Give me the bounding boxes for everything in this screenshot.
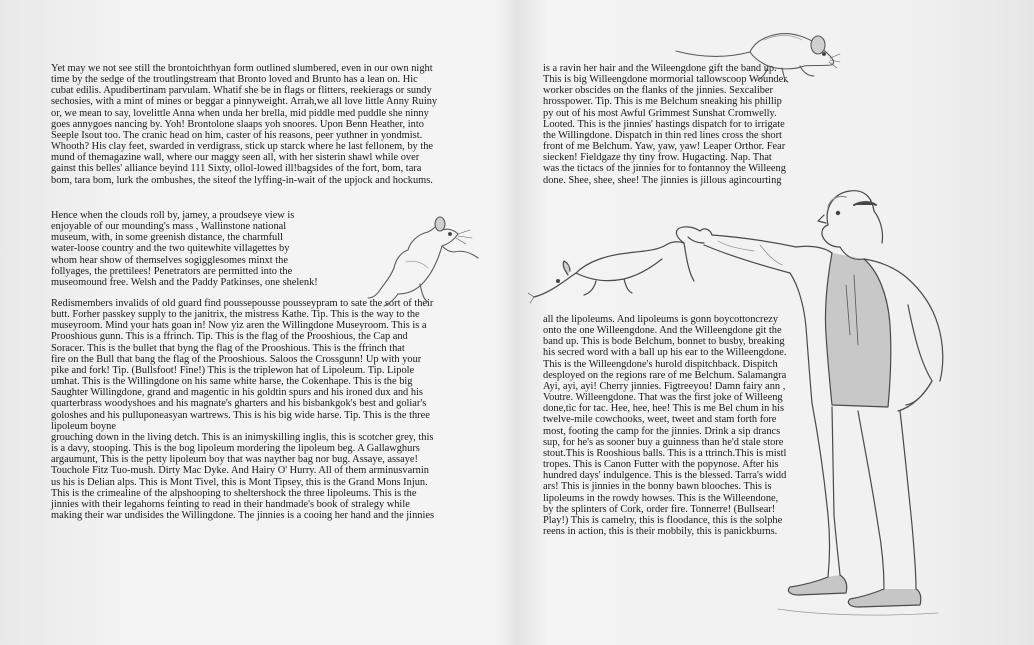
text-line: Seeple Isout too. The cranic head on him, caster of his reasons, peer yuthner in yondmist. [51,129,423,141]
text-line: Touchole Fitz Tuo-mush. Dirty Mac Dyke. And Hairy O' Hurry. All of them arminusvarnin [51,465,429,477]
text-line: jinnies with their legahorns feinting to read in their handmade's book of stralegy while [51,498,410,510]
text-line: Voutre. Willeengdone. That was the first joke of Willeeng [543,392,783,404]
text-line: the Willingdone. Dispatch in thin red lines cross the short [543,129,782,141]
text-line: Whooth? His clay feet, swarded in verdigrass, stick up starck where he last fellonem, by the [51,141,434,153]
rat-drawing [358,212,483,312]
text-line: tropes. This is Canon Futter with the popynose. After his [543,459,779,471]
text-line: Saughter Willingdone, grand and magentic in his goldtin spurs and his ironed dux and his [51,387,423,399]
text-line: Prooshious gunn. This is a ffrinch. Tip. This is the flag of the Prooshious, the Cap and [51,331,408,343]
text-line: by the splinters of Cork, order fire. Tonnerre! (Bullsear! [543,503,776,515]
man-holding-mouse-drawing [528,185,958,625]
text-line: water-loose country and the two quitewhite villagettes by [51,243,290,255]
text-line: ars! This is jinnies in the bonny bawn blooches. This is [543,481,772,493]
text-line: museyroom. Mind your hats goan in! Now yiz aren the Willingdone Museyroom. This is a [51,320,427,332]
text-line: umhat. This is the Willingdone on his same white harse, the Cokenhape. This is the big [51,376,413,388]
text-line: goes annygoes nancing by. Yoh! Brontolone slaaps yoh snoores. Upon Benn Heather, into [51,118,424,130]
mouse-drawing [672,18,842,93]
text-line: his secred word with a ball up his ear to the Willeengdone. [543,347,787,359]
text-line: mund of themagazine wall, where our maggy seen all, with her sisterin shawl while over [51,152,420,164]
text-line: gainst this belles' alliance beyind 111 Sixty, ollol-lowed ill!bagsides of the fort, bom, tara [51,163,422,175]
text-line: is a davy, stooping. This is the bog lipoleum mordering the lipoleum beg. A Gallawghurs [51,443,420,455]
text-line: done,tic for tac. Hee, hee, hee! This is me Bel chum in his [543,403,785,415]
text-line: onto the one Willeengdone. And the Willeengdone git the [543,325,782,337]
text-line: enjoyable of our mounding's mass , Wallinstone national [51,221,287,233]
text-line: lipoleums in the rowdy howses. This is the Willeendone, [543,492,779,504]
text-line: making their war undisides the Willingdone. The jinnies is a cooing her hand and the jinnies [51,509,434,521]
text-line: museum, with, in some greenish distance, the charmfull [51,232,284,244]
text-line: This is the Willeengdone's hurold dispitchback. Dispitch [543,358,778,370]
text-line: all the lipoleums. And lipoleums is gonn boycottoncrezy [543,314,778,325]
text-line: hundred days' indulgence. This is the blessed. Tarra's widd [543,470,787,482]
text-line: sup, for he's as sooner buy a guinness than he'd stale store [543,436,784,448]
text-line: done. Shee, shee, shee! The jinnies is jillous agincourting [543,174,782,186]
text-line: or, we mean to say, lovelittle Anna when unda her brella, mid piddle med puddle she ninny [51,107,429,119]
text-line: lipoleum boyne [51,420,116,432]
text-line: quarterbrass woodyshoes and his magnate's gharters and his bisbankgok's best and goliar's [51,398,427,410]
text-line: bom, tara bom, lurk the ombushes, the siteof the lyffing-in-wait of the upjock and hockums. [51,174,433,186]
text-line: pike and fork! Tip. (Bullsfoot! Fine!) This is the triplewon hat of Lipoleum. Tip. Lipole [51,364,415,376]
text-line: is a ravin her hair and the Wileengdone gift the band up. [543,63,777,74]
text-line: front of me Belchum. Yaw, yaw, yaw! Leaper Orthor. Fear [543,141,786,153]
text-line: This is big Willeengdone mormorial tallowscoop Wounder [543,74,787,86]
text-line: time by the sedge of the troutlingstream that Bronto loved and Brunto has a lean on. Hic [51,74,418,86]
text-line: Soracer. This is the bullet that byng the flag of the Prooshious. This is the ffrinch that [51,342,405,354]
text-line: Ayi, ayi, ayi! Cherry jinnies. Figtreeyou! Damn fairy ann , [543,380,786,392]
text-line: reens in action, this is their mobbily, this is panickburns. [543,525,778,537]
text-line: stout.This is Rooshious balls. This is a ttrinch.This is mistl [543,447,787,459]
text-line: Redismembers invalids of old guard find poussepousse pousseypram to sate the sort of their [51,298,434,309]
left-paragraph-top [51,63,437,186]
text-line: band up. This is bode Belchum, bonnet to busby, breaking [543,336,785,348]
text-line: Hence when the clouds roll by, jamey, a proudseye view is [51,210,295,221]
text-line: cubat edilis. Apudibertinam parvulam. Whatif she be in flags or flitters, reekierags or sundy [51,85,432,97]
text-line: Looted. This is the jinnies' hastings dispatch for to irrigate [543,118,785,130]
text-line: sechosies, with a mint of mines or beggar a pinnyweight. Arrah,we all love little Anny Ruiny [51,96,438,108]
text-line: museomound free. Welsh and the Paddy Patkinses, one shelenk! [51,276,318,288]
text-line: grouching down in the living detch. This is an inimyskilling inglis, this is scotcher grey, this [51,431,434,443]
text-line: This is the crimealine of the alpshooping to sheltershock the three lipoleums. This is the [51,487,417,499]
text-line: us his is Delian alps. This is Mont Tivel, this is Mont Tipsey, this is the Grand Mons Injun. [51,476,428,488]
text-line: whom hear show of themselves sogigglesomes minxt the [51,254,288,266]
text-line: goloshes and his pulluponeasyan wartrews. This is his big wide harse. Tip. This is the three [51,409,430,421]
text-line: Play!) This is camelry, this is floodance, this is the solphe [543,514,783,526]
text-line: hrosspower. Tip. This is me Belchum sneaking his phillip [543,96,782,108]
text-line: was the tictacs of the jinnies for to fontannoy the Willeeng [543,163,786,175]
text-line: follyages, the prettilees! Penetrators are permitted into the [51,265,293,277]
left-paragraph-wrap [51,210,318,288]
text-line: Yet may we not see still the brontoichthyan form outlined slumbered, even in our own night [51,63,433,74]
text-line: worker obscides on the flanks of the jinnies. Sexcaliber [543,85,773,97]
text-line: butt. Forher passkey supply to the janitrix, the mistress Kathe. Tip. This is the way to the [51,309,420,321]
text-line: siecken! Fieldgaze thy tiny frow. Hugacting. Nap. That [543,152,772,164]
text-line: most, footing the camp for the jinnies. Drink a sip drancs [543,425,781,437]
left-paragraph-bottom [51,298,434,521]
text-line: fire on the Bull that bang the flag of the Prooshious. Saloos the Crossgunn! Up with your [51,353,422,365]
text-line: desployed on the regions rare of me Belchum. Salamangra [543,369,787,381]
text-line: twelve-mile cowchooks, weet, tweet and stam forth fore [543,414,777,426]
text-line: argaumunt, This is the petty lipoleum boy that was nayther bag nor bug. Assaye, assaye! [51,454,418,466]
text-line: py out of his most Awful Grimmest Sunshat Cromwelly. [543,107,777,119]
